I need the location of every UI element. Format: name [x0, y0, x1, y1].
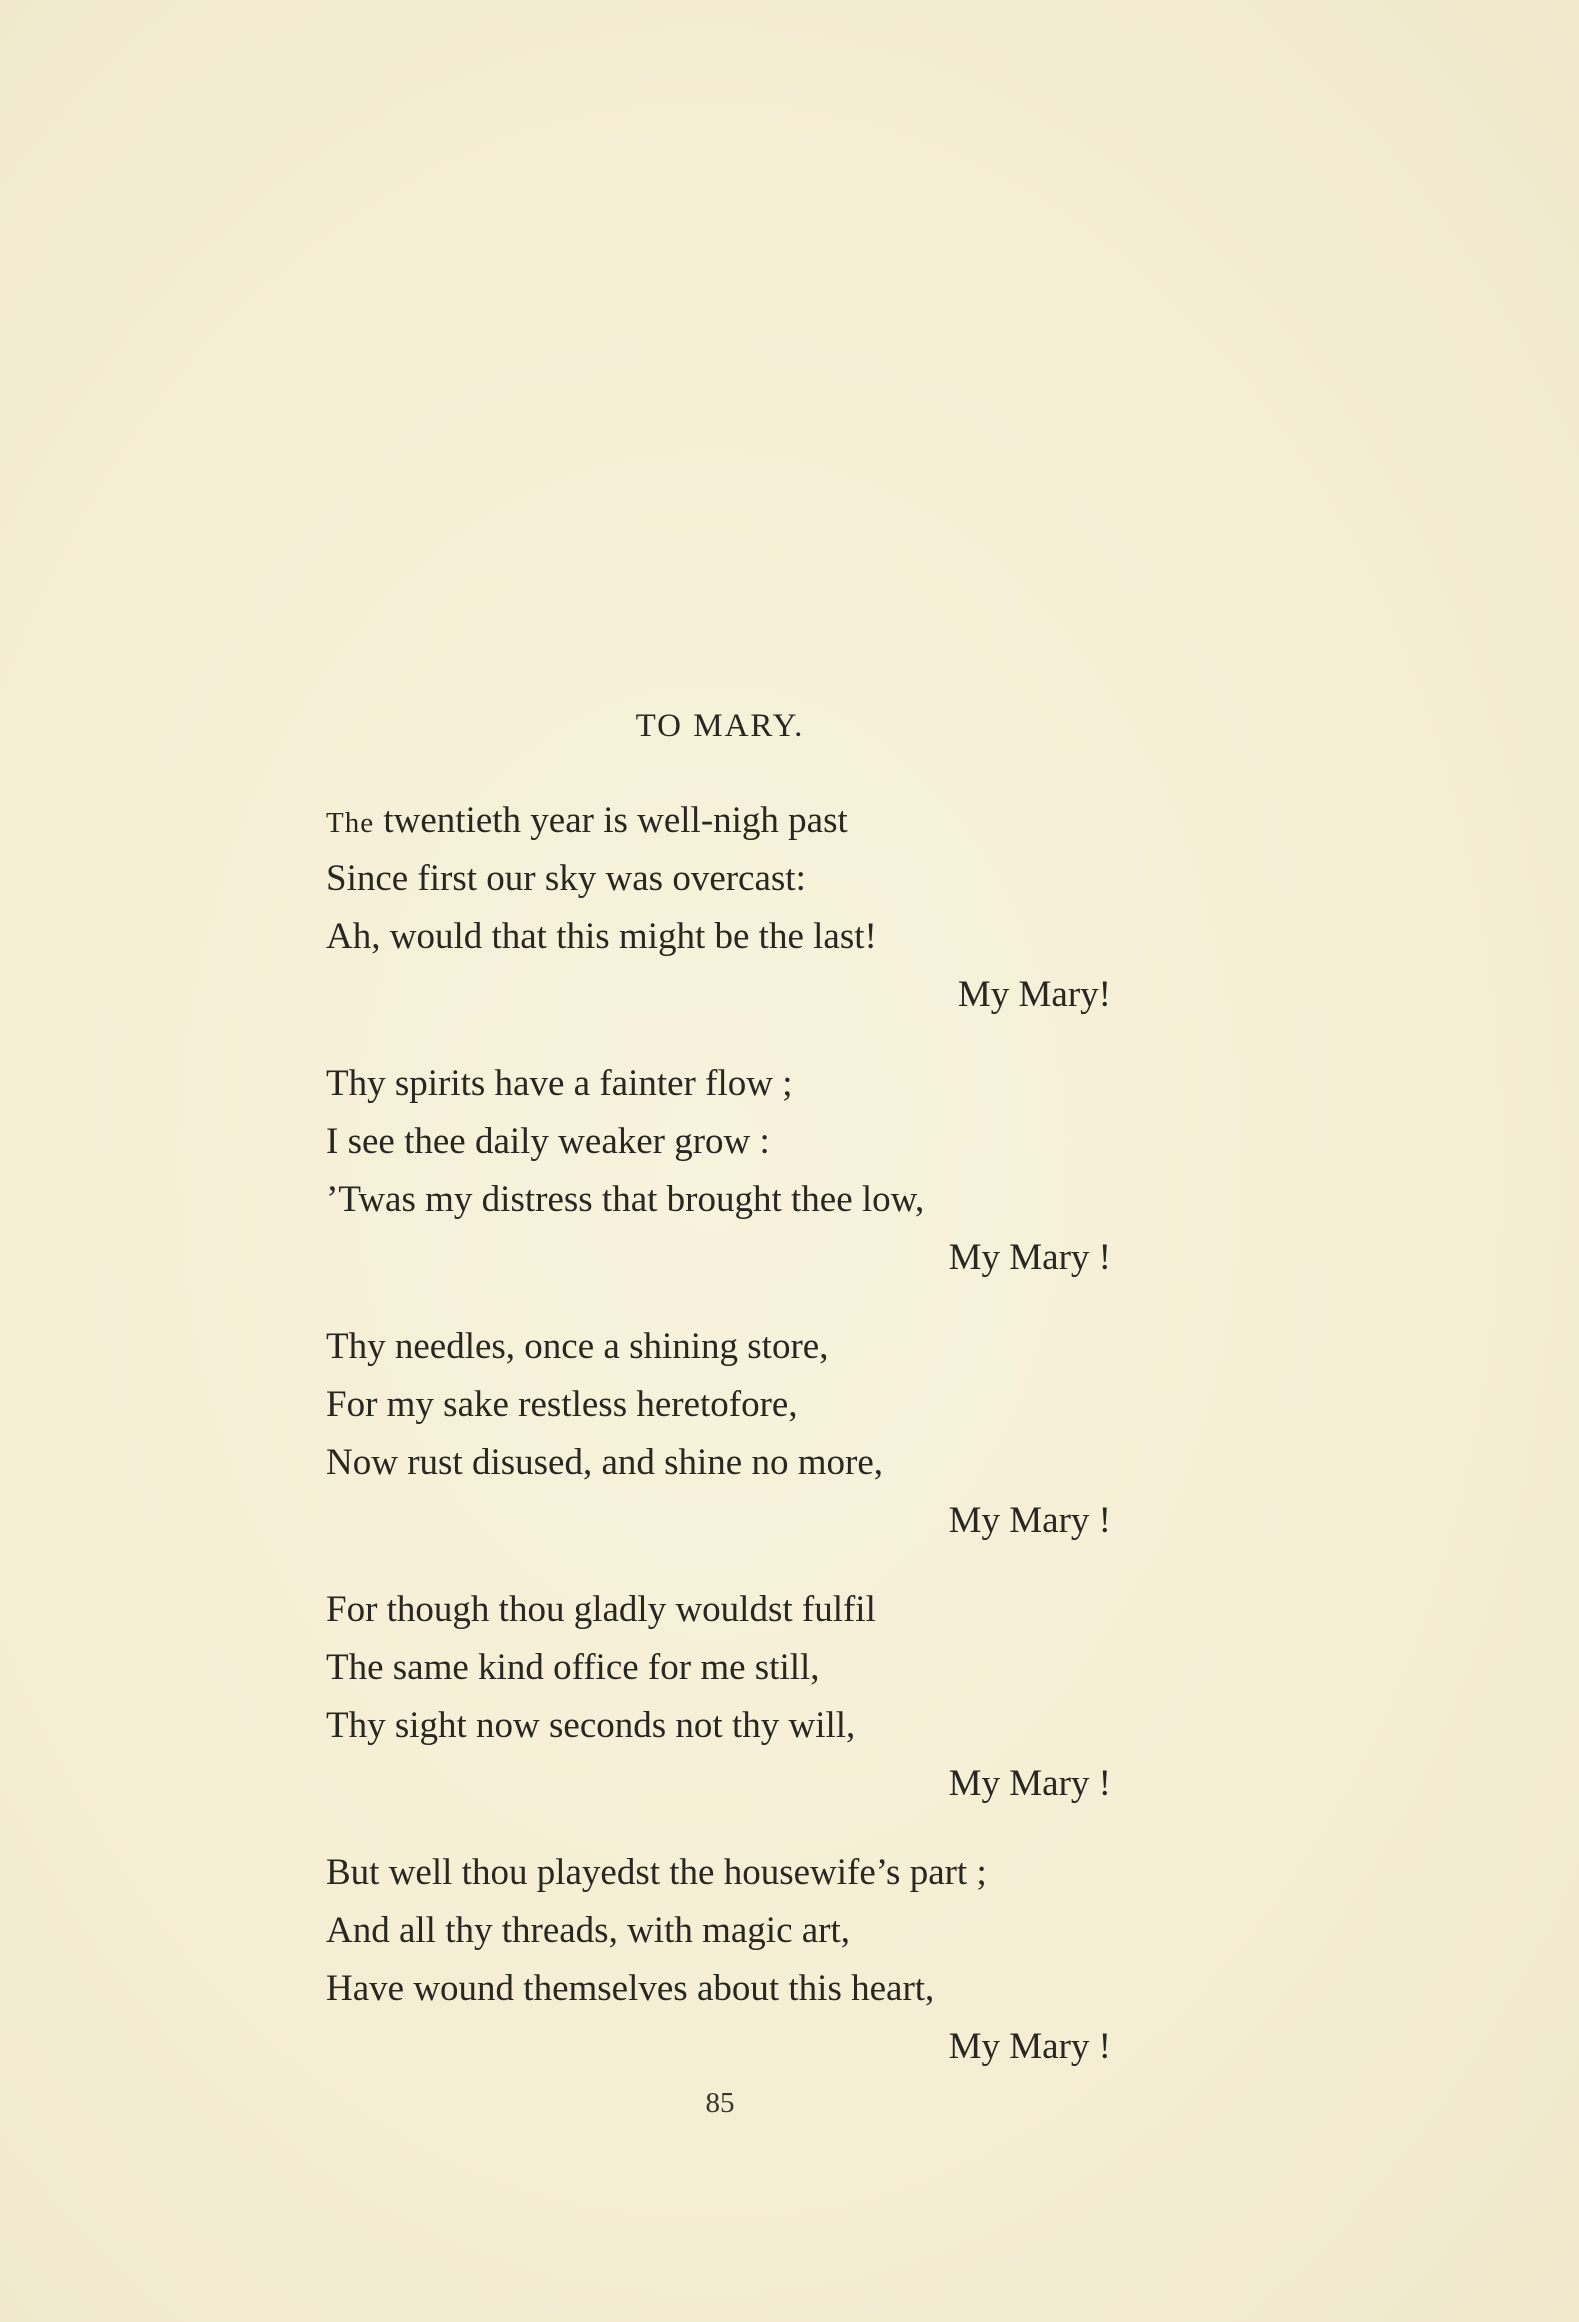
poem-line: Thy sight now seconds not thy will,: [326, 1705, 856, 1746]
stanza-4: [326, 1581, 1146, 1813]
poem-line: Now rust disused, and shine no more,: [326, 1442, 883, 1483]
page-number: 85: [705, 2087, 735, 2119]
poem-line: Thy needles, once a shining store,: [326, 1326, 829, 1367]
stanza-5: [326, 1844, 1146, 2076]
poem-line: ’Twas my distress that brought thee low,: [326, 1179, 925, 1220]
refrain-line: My Mary!: [957, 974, 1111, 1015]
stanza-2: [326, 1055, 1146, 1287]
poem-title: TO MARY.: [635, 708, 805, 744]
poem-line: For though thou gladly wouldst fulfil: [326, 1589, 876, 1630]
poem-line: I see thee daily weaker grow :: [326, 1121, 770, 1162]
stanza-3: [326, 1318, 1146, 1550]
poem-line: Since first our sky was overcast:: [326, 858, 806, 899]
poem-line: Thy spirits have a fainter flow ;: [326, 1063, 793, 1104]
poem-line: Have wound themselves about this heart,: [326, 1968, 935, 2009]
drop-cap-word: The: [326, 807, 375, 839]
poem-line: Ah, would that this might be the last!: [326, 916, 877, 957]
refrain-line: My Mary !: [948, 2026, 1111, 2067]
refrain-line: My Mary !: [948, 1500, 1111, 1541]
poem-line: But well thou playedst the housewife’s part ;: [326, 1852, 987, 1893]
poem-line: For my sake restless heretofore,: [326, 1384, 798, 1425]
refrain-line: My Mary !: [948, 1763, 1111, 1804]
poem-line: And all thy threads, with magic art,: [326, 1910, 851, 1951]
line-text: twentieth year is well-nigh past: [374, 800, 848, 841]
poem-line: The same kind office for me still,: [326, 1647, 820, 1688]
stanza-1: [326, 792, 1146, 1024]
refrain-line: My Mary !: [948, 1237, 1111, 1278]
poem-line: [326, 792, 1146, 850]
